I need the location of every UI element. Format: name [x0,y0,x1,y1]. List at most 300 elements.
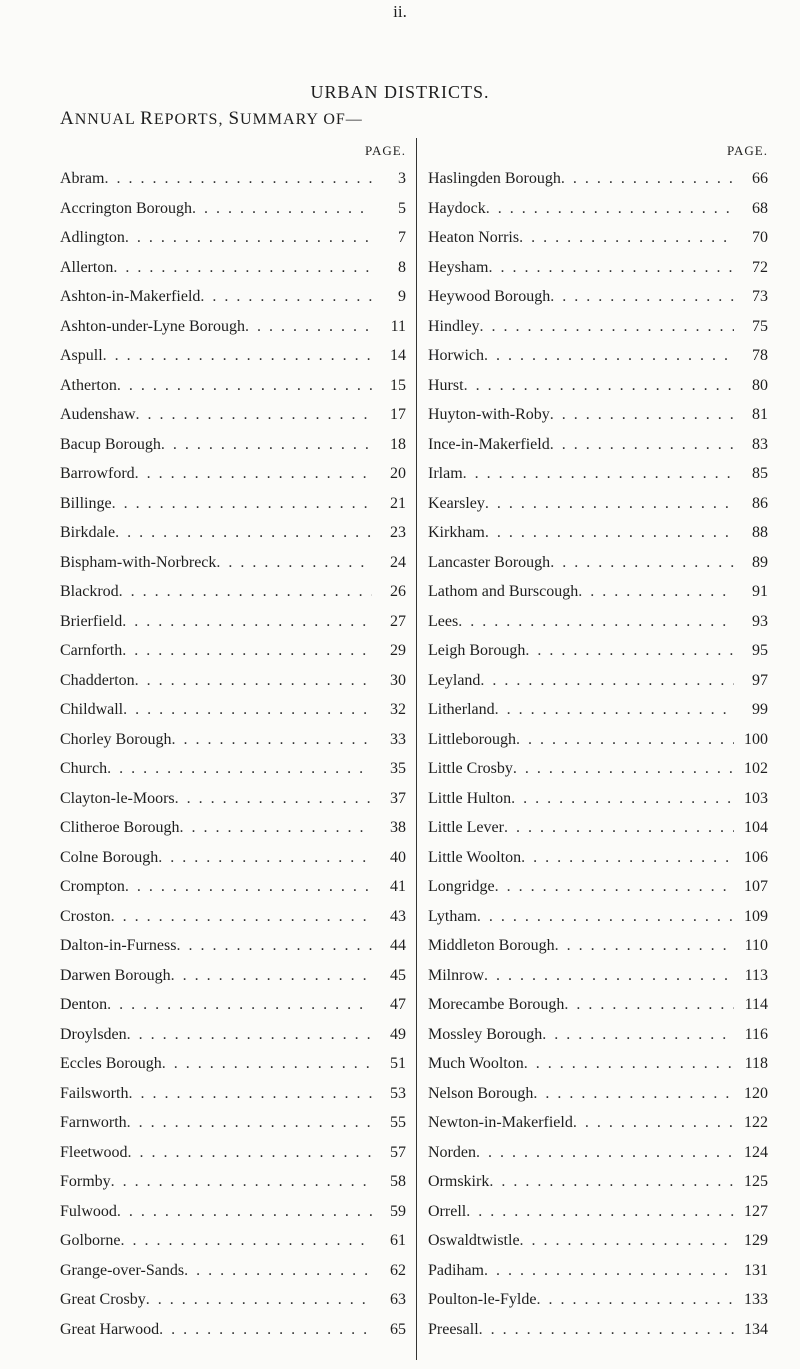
entry-name: Leigh Borough [428,642,526,659]
leader-dots [112,489,372,519]
index-entry [60,430,406,460]
entry-page: 95 [752,642,768,659]
index-entry [428,1256,768,1286]
index-entry [60,1108,406,1138]
entry-name: Haslingden Borough [428,170,561,187]
entry-page: 80 [752,376,768,394]
entry-page: 81 [752,406,768,423]
leader-dots [127,1108,372,1138]
leader-dots [516,725,734,755]
entry-name: Barrowford [60,465,135,482]
index-entry [60,784,406,814]
section-heading: URBAN DISTRICTS. [310,82,490,102]
entry-name: Abram [60,170,105,187]
leader-dots [113,253,372,283]
leader-dots [104,164,372,194]
entry-name: Ashton-in-Makerfield [60,288,201,305]
leader-dots [175,784,372,814]
entry-name: Irlam [428,465,463,482]
entry-name: Allerton [60,258,114,276]
entry-page: 57 [390,1143,406,1161]
index-list-right [428,164,768,1344]
index-entry [428,1020,768,1050]
entry-name: Brierfield [60,612,123,630]
entry-page: 15 [390,376,406,394]
entry-page: 103 [744,789,768,807]
index-entry [428,548,768,578]
entry-page: 70 [752,229,768,246]
entry-page: 38 [390,819,406,836]
leader-dots [533,1079,734,1109]
entry-page: 110 [744,937,768,954]
leader-dots [216,548,372,578]
index-entry [428,1049,768,1079]
index-entry [60,459,406,489]
entry-name: Leyland [428,671,481,689]
index-entry [60,312,406,342]
leader-dots [161,430,372,460]
index-entry [60,607,406,637]
entry-name: Nelson Borough [428,1084,534,1102]
leader-dots [511,784,734,814]
entry-page: 33 [390,730,406,748]
leader-dots [117,1197,372,1227]
leader-dots [162,1049,372,1079]
index-entry [60,813,406,843]
entry-name: Failsworth [60,1084,129,1102]
entry-name: Billinge [60,494,112,512]
index-entry [60,666,406,696]
index-entry [60,253,406,283]
leader-dots [245,312,372,342]
leader-dots [117,371,372,401]
entry-page: 73 [752,288,768,305]
entry-name: Hindley [428,317,480,335]
leader-dots [536,1285,734,1315]
index-entry [60,754,406,784]
entry-name: Little Lever [428,819,504,836]
index-entry [60,1315,406,1345]
leader-dots [484,961,734,991]
leader-dots [458,607,734,637]
page-number: ii. [393,2,407,21]
index-entry [428,725,768,755]
leader-dots [561,164,734,194]
leader-dots [180,813,372,843]
entry-page: 29 [390,642,406,659]
section-subheading: ANNUAL REPORTS, SUMMARY OF— [60,108,363,129]
entry-name: Lancaster Borough [428,553,551,571]
index-entry [428,784,768,814]
entry-name: Milnrow [428,966,484,984]
leader-dots [135,459,372,489]
index-entry [428,253,768,283]
entry-name: Great Crosby [60,1291,146,1308]
entry-page: 55 [390,1114,406,1131]
leader-dots [119,577,372,607]
leader-dots [111,1167,372,1197]
entry-name: Ormskirk [428,1173,490,1190]
entry-name: Preesall [428,1320,479,1338]
leader-dots [550,400,734,430]
index-entry [60,1020,406,1050]
leader-dots [159,1315,372,1345]
entry-page: 32 [390,701,406,718]
entry-page: 99 [752,701,768,718]
index-entry [428,1138,768,1168]
entry-name: Haydock [428,199,486,217]
leader-dots [476,1138,734,1168]
index-entry [60,1285,406,1315]
index-entry [428,1079,768,1109]
entry-page: 53 [390,1084,406,1102]
index-entry [60,489,406,519]
index-entry [60,518,406,548]
entry-page: 85 [752,465,768,482]
entry-page: 91 [752,583,768,600]
entry-page: 49 [390,1025,406,1043]
entry-name: Childwall [60,701,124,718]
leader-dots [520,1226,734,1256]
entry-page: 23 [390,524,406,541]
entry-page: 20 [390,465,406,482]
leader-dots [172,725,372,755]
leader-dots [122,636,372,666]
entry-name: Lytham [428,907,477,925]
leader-dots [495,872,734,902]
entry-name: Litherland [428,701,495,718]
index-entry [60,1226,406,1256]
entry-page: 11 [390,317,406,335]
entry-name: Poulton-le-Fylde [428,1291,537,1308]
entry-page: 14 [390,347,406,364]
entry-page: 106 [744,848,768,866]
entry-name: Bacup Borough [60,435,161,453]
entry-name: Adlington [60,229,125,246]
entry-page: 37 [390,789,406,807]
entry-name: Horwich [428,347,484,364]
index-entry [60,1138,406,1168]
entry-name: Padiham [428,1261,484,1279]
entry-name: Lathom and Burscough [428,583,579,600]
entry-page: 43 [390,907,406,925]
entry-name: Hurst [428,376,464,394]
leader-dots [146,1285,372,1315]
index-entry [428,282,768,312]
entry-page: 3 [398,170,406,187]
index-entry [428,931,768,961]
entry-name: Dalton-in-Furness [60,937,177,954]
entry-name: Longridge [428,878,495,895]
leader-dots [192,194,372,224]
index-entry [428,1167,768,1197]
index-entry [60,1197,406,1227]
index-entry [428,577,768,607]
index-column-left [60,138,406,1344]
index-entry [428,400,768,430]
leader-dots [115,518,372,548]
entry-page: 113 [744,966,768,984]
leader-dots [127,1020,372,1050]
index-entry [428,872,768,902]
index-entry [428,194,768,224]
index-entry [60,282,406,312]
entry-name: Chadderton [60,671,135,689]
entry-page: 62 [390,1261,406,1279]
leader-dots [125,872,372,902]
entry-name: Kirkham [428,524,485,541]
leader-dots [521,843,734,873]
entry-name: Clayton-le-Moors [60,789,175,807]
entry-name: Heysham [428,258,489,276]
entry-name: Grange-over-Sands [60,1261,185,1279]
entry-name: Farnworth [60,1114,127,1131]
entry-page: 47 [390,996,406,1013]
entry-name: Clitheroe Borough [60,819,180,836]
leader-dots [484,1256,734,1286]
leader-dots [464,371,734,401]
entry-page: 116 [744,1025,768,1043]
entry-page: 118 [744,1055,768,1072]
index-entry [60,371,406,401]
index-entry [428,489,768,519]
entry-name: Atherton [60,376,117,394]
index-entry [60,695,406,725]
entry-page: 78 [752,347,768,364]
index-entry [60,902,406,932]
entry-page: 45 [390,966,406,984]
entry-page: 8 [398,258,406,276]
entry-page: 125 [744,1173,768,1190]
index-entry [60,1256,406,1286]
index-entry [428,518,768,548]
entry-page: 5 [398,199,406,217]
entry-page: 35 [390,760,406,777]
entry-page: 93 [752,612,768,630]
entry-page: 86 [752,494,768,512]
entry-page: 129 [744,1232,768,1249]
entry-page: 18 [390,435,406,453]
entry-name: Chorley Borough [60,730,172,748]
entry-name: Morecambe Borough [428,996,565,1013]
index-entry [60,872,406,902]
entry-name: Great Harwood [60,1320,160,1338]
leader-dots [550,548,734,578]
entry-name: Lees [428,612,459,630]
index-entry [428,164,768,194]
entry-page: 66 [752,170,768,187]
leader-dots [111,902,372,932]
leader-dots [107,754,372,784]
entry-name: Littleborough [428,730,516,748]
leader-dots [564,990,734,1020]
entry-page: 72 [752,258,768,276]
leader-dots [479,1315,734,1345]
index-entry [428,1197,768,1227]
entry-name: Aspull [60,347,103,364]
entry-page: 24 [390,553,406,571]
entry-page: 124 [744,1143,768,1161]
entry-page: 27 [390,612,406,630]
entry-page: 30 [390,671,406,689]
index-entry [428,961,768,991]
index-list-left [60,164,406,1344]
index-entry [428,1315,768,1345]
entry-name: Fulwood [60,1202,117,1220]
entry-name: Ince-in-Makerfield [428,435,550,453]
index-entry [60,1049,406,1079]
leader-dots [484,341,734,371]
entry-page: 133 [744,1291,768,1308]
index-entry [60,548,406,578]
index-entry [428,695,768,725]
index-entry [60,961,406,991]
leader-dots [463,459,734,489]
entry-page: 122 [744,1114,768,1131]
entry-name: Ashton-under-Lyne Borough [60,317,245,335]
entry-page: 120 [744,1084,768,1102]
index-entry [428,754,768,784]
page-column-header: PAGE. [726,143,768,158]
index-entry [428,843,768,873]
leader-dots [128,1138,372,1168]
entry-page: 40 [390,848,406,866]
leader-dots [489,1167,734,1197]
leader-dots [573,1108,734,1138]
entry-name: Golborne [60,1232,121,1249]
leader-dots [136,400,372,430]
entry-name: Formby [60,1173,111,1190]
entry-name: Carnforth [60,642,123,659]
entry-page: 97 [752,671,768,689]
entry-name: Little Crosby [428,760,513,777]
entry-name: Orrell [428,1202,467,1220]
index-entry [60,990,406,1020]
entry-page: 104 [744,819,768,836]
leader-dots [542,1020,734,1050]
index-entry [428,1285,768,1315]
index-entry [428,1108,768,1138]
leader-dots [485,489,734,519]
leader-dots [495,695,734,725]
leader-dots [125,223,372,253]
entry-name: Much Woolton [428,1055,524,1072]
entry-name: Eccles Borough [60,1055,162,1072]
entry-page: 7 [398,229,406,246]
index-entry [428,1226,768,1256]
leader-dots [200,282,372,312]
entry-name: Audenshaw [60,406,136,423]
leader-dots [488,253,734,283]
index-entry [60,636,406,666]
leader-dots [123,695,372,725]
entry-name: Accrington Borough [60,199,192,217]
entry-page: 51 [390,1055,406,1072]
entry-name: Fleetwood [60,1143,128,1161]
index-entry [428,312,768,342]
leader-dots [550,430,734,460]
entry-name: Birkdale [60,524,116,541]
index-entry [60,400,406,430]
index-entry [428,223,768,253]
entry-page: 114 [744,996,768,1013]
index-entry [60,164,406,194]
entry-page: 58 [390,1173,406,1190]
index-entry [428,341,768,371]
index-entry [428,371,768,401]
leader-dots [466,1197,734,1227]
index-entry [428,459,768,489]
leader-dots [135,666,372,696]
entry-name: Droylsden [60,1025,127,1043]
index-entry [428,636,768,666]
entry-name: Huyton-with-Roby [428,406,550,423]
leader-dots [513,754,734,784]
entry-page: 17 [390,406,406,423]
index-entry [428,813,768,843]
entry-page: 68 [752,199,768,217]
entry-page: 134 [744,1320,768,1338]
entry-page: 88 [752,524,768,541]
index-entry [60,843,406,873]
column-divider [416,138,417,1360]
index-entry [60,931,406,961]
index-column-right [428,138,768,1344]
entry-page: 21 [390,494,406,512]
leader-dots [555,931,734,961]
entry-name: Mossley Borough [428,1025,543,1043]
leader-dots [480,666,734,696]
leader-dots [477,902,734,932]
entry-name: Little Woolton [428,848,522,866]
entry-page: 65 [390,1320,406,1338]
leader-dots [122,607,372,637]
index-entry [428,666,768,696]
index-entry [60,194,406,224]
entry-name: Blackrod [60,583,119,600]
entry-name: Oswaldtwistle [428,1232,520,1249]
entry-page: 83 [752,435,768,453]
entry-name: Church [60,760,108,777]
leader-dots [158,843,372,873]
entry-name: Little Hulton [428,789,512,807]
leader-dots [120,1226,372,1256]
leader-dots [171,961,372,991]
entry-page: 26 [390,583,406,600]
index-entry [428,430,768,460]
entry-page: 89 [752,553,768,571]
entry-page: 75 [752,317,768,335]
entry-name: Heywood Borough [428,288,551,305]
index-entry [428,607,768,637]
entry-name: Newton-in-Makerfield [428,1114,573,1131]
index-entry [428,902,768,932]
leader-dots [519,223,734,253]
leader-dots [107,990,372,1020]
leader-dots [184,1256,372,1286]
entry-name: Denton [60,996,108,1013]
entry-name: Darwen Borough [60,966,171,984]
entry-page: 41 [390,878,406,895]
entry-name: Colne Borough [60,848,159,866]
leader-dots [550,282,734,312]
index-entry [60,223,406,253]
entry-page: 44 [390,937,406,954]
entry-name: Middleton Borough [428,937,555,954]
entry-name: Bispham-with-Norbreck [60,553,217,571]
leader-dots [103,341,372,371]
leader-dots [504,813,734,843]
